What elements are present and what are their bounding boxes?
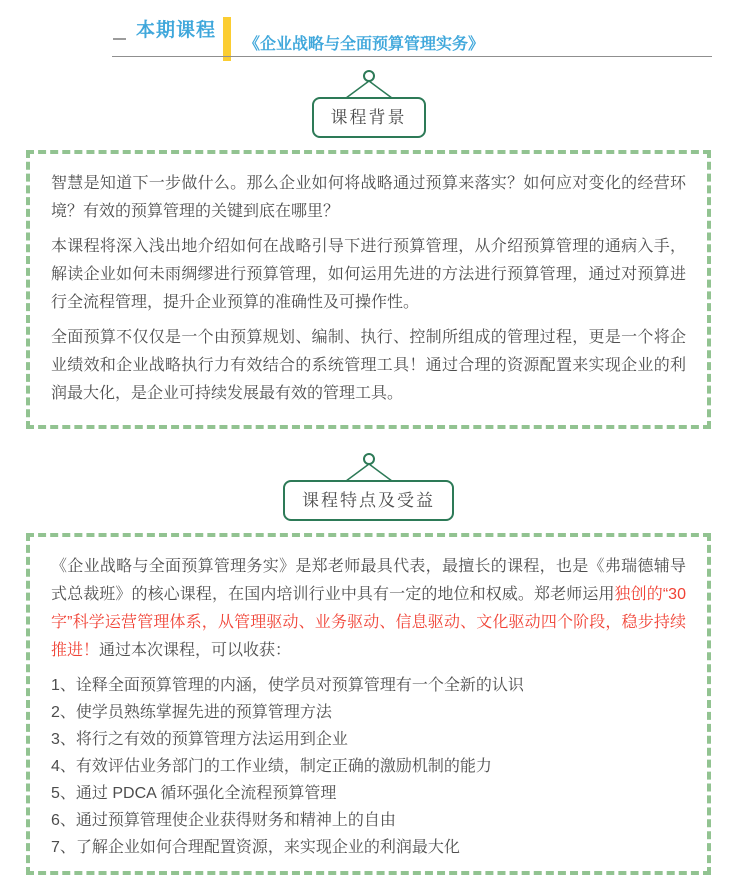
benefit-item: 2、使学员熟练掌握先进的预算管理方法: [51, 704, 332, 721]
background-paragraph-3: 全面预算不仅仅是一个由预算规划、编制、执行、控制所组成的管理过程，更是一个将企业绩效和企业战略执行力有效结合的系统管理工具！通过合理的资源配置来实现企业的利润最大化，是企业可持续发展最有效的管理工具。: [51, 329, 686, 402]
header-mini-dash: [113, 38, 126, 40]
badge-course-background: [0, 70, 737, 138]
features-intro-plain-1: 《企业战略与全面预算管理务实》是郑老师最具代表，最擅长的课程，也是《弗瑞德辅导式总裁班》的核心课程，在国内培训行业中具有一定的地位和权威。郑老师运用: [51, 558, 686, 603]
header-divider: [112, 56, 712, 57]
course-title: 《企业战略与全面预算管理实务》: [244, 36, 485, 53]
features-intro-highlight: 独创的“30字”科学运营管理体系，从管理驱动、业务驱动、信息驱动、文化驱动四个阶段，稳步持续推进！: [51, 586, 686, 659]
benefit-item: 3、将行之有效的预算管理方法运用到企业: [51, 731, 348, 748]
course-background-box: [26, 150, 711, 429]
header: [0, 15, 737, 57]
section-label: 本期课程: [136, 20, 217, 41]
hanger-ring-icon: [363, 70, 375, 82]
badge-course-features-label: 课程特点及受益: [283, 480, 454, 521]
features-intro: [51, 553, 686, 665]
benefit-item: 6、通过预算管理使企业获得财务和精神上的自由: [51, 812, 396, 829]
background-paragraph-1: 智慧是知道下一步做什么。那么企业如何将战略通过预算来落实？如何应对变化的经营环境？有效的预算管理的关键到底在哪里？: [51, 175, 686, 220]
hanger-ring-icon: [363, 453, 375, 465]
course-features-box: [26, 533, 711, 875]
yellow-accent-bar: [223, 17, 231, 61]
benefit-item: 5、通过 PDCA 循环强化全流程预算管理: [51, 785, 337, 802]
background-paragraph-2: 本课程将深入浅出地介绍如何在战略引导下进行预算管理，从介绍预算管理的通病入手，解读企业如何未雨绸缪进行预算管理，如何运用先进的方法进行预算管理，通过对预算进行全流程管理，提升企业预算的准确性及可操作性。: [51, 238, 686, 311]
benefit-item: 1、诠释全面预算管理的内涵，使学员对预算管理有一个全新的认识: [51, 677, 524, 694]
benefit-item: 7、了解企业如何合理配置资源，来实现企业的利润最大化: [51, 839, 460, 856]
benefits-list: [51, 672, 686, 861]
features-intro-plain-2: 通过本次课程，可以收获：: [99, 642, 292, 659]
badge-course-features: [0, 453, 737, 521]
benefit-item: 4、有效评估业务部门的工作业绩，制定正确的激励机制的能力: [51, 758, 492, 775]
badge-course-background-label: 课程背景: [312, 97, 426, 138]
